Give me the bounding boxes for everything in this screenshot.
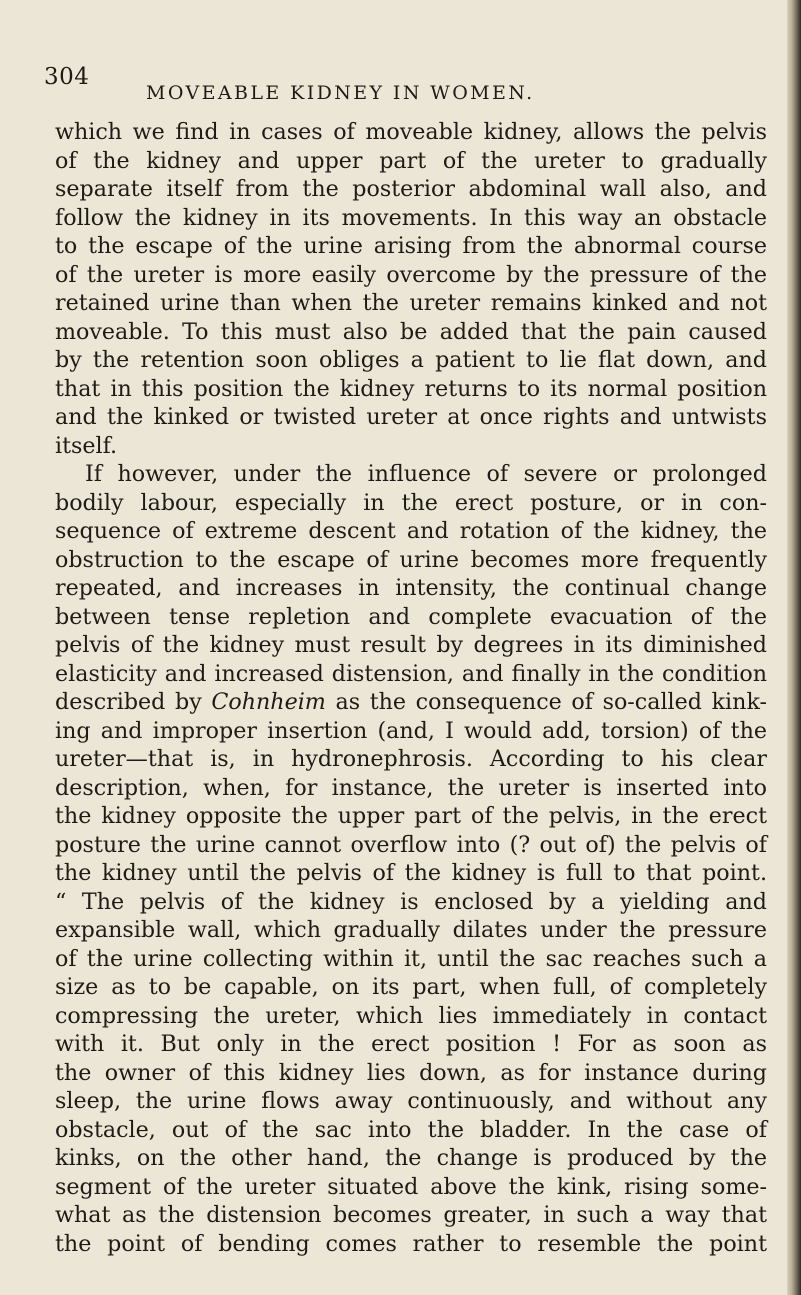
text-line: by the retention soon obliges a patient to lie flat down, and (55, 347, 767, 373)
text-line: itself. (55, 432, 118, 459)
page-edge-shadow (787, 0, 801, 1295)
running-head: MOVEABLE KIDNEY IN WOMEN. (146, 82, 535, 104)
text-line: compressing the ureter, which lies immediately in contact (55, 1002, 767, 1029)
text-line: ureter—that is, in hydronephrosis. According to his clear (55, 746, 767, 772)
text-line: which we find in cases of moveable kidney, allows the pelvis (55, 119, 767, 145)
text-line: description, when, for instance, the ureter is inserted into (55, 774, 767, 801)
text-line: of the ureter is more easily overcome by the pressure of the (55, 261, 767, 288)
text-line: If however, under the influence of severe or prolonged (85, 461, 767, 487)
text-line: pelvis of the kidney must result by degrees in its diminished (55, 632, 767, 658)
text-line: separate itself from the posterior abdominal wall also, and (55, 176, 767, 202)
text-line: with it. But only in the erect position ! For as soon as (55, 1031, 767, 1057)
text-line: between tense repletion and complete evacuation of the (55, 603, 767, 630)
text-line: the kidney until the pelvis of the kidney is full to that point. (55, 860, 767, 886)
text-line: and the kinked or twisted ureter at once rights and untwists (55, 404, 767, 430)
text-line: segment of the ureter situated above the kink, rising some- (55, 1173, 767, 1200)
text-line: repeated, and increases in intensity, the continual change (55, 575, 767, 601)
text-line: the owner of this kidney lies down, as for instance during (55, 1059, 767, 1086)
text-line: obstruction to the escape of urine becomes more frequently (55, 546, 767, 573)
text-line: bodily labour, especially in the erect posture, or in con- (55, 489, 767, 516)
text-line: of the urine collecting within it, until the sac reaches such a (55, 945, 767, 972)
text-line: what as the distension becomes greater, in such a way that (55, 1202, 767, 1228)
text-line: posture the urine cannot overflow into (? out of) the pelvis of (55, 831, 767, 858)
page-number: 304 (44, 64, 90, 90)
text-line: sequence of extreme descent and rotation of the kidney, the (55, 518, 767, 544)
text-line: follow the kidney in its movements. In this way an obstacle (55, 204, 767, 231)
text-line: the kidney opposite the upper part of the pelvis, in the erect (55, 803, 767, 829)
text-line: described by Cohnheim as the consequence of so-called kink- (55, 689, 767, 715)
text-line: size as to be capable, on its part, when full, of completely (55, 974, 767, 1000)
text-line: retained urine than when the ureter remains kinked and not (55, 290, 767, 316)
text-line: that in this position the kidney returns to its normal position (55, 375, 767, 402)
text-line: ing and improper insertion (and, I would add, torsion) of the (55, 717, 767, 744)
text-line: obstacle, out of the sac into the bladder. In the case of (55, 1116, 767, 1143)
text-line: to the escape of the urine arising from the abnormal course (55, 233, 767, 259)
text-line: expansible wall, which gradually dilates under the pressure (55, 917, 767, 943)
text-line: moveable. To this must also be added that the pain caused (55, 318, 767, 345)
body-text (55, 118, 767, 1258)
text-line: “ The pelvis of the kidney is enclosed by a yielding and (55, 888, 767, 915)
text-line: the point of bending comes rather to resemble the point (55, 1230, 767, 1257)
text-line: of the kidney and upper part of the ureter to gradually (55, 147, 767, 174)
text-line: elasticity and increased distension, and finally in the condition (55, 660, 767, 687)
cited-author: Cohnheim (211, 689, 326, 715)
text-line: kinks, on the other hand, the change is produced by the (55, 1145, 767, 1171)
text-line: sleep, the urine flows away continuously, and without any (55, 1088, 767, 1114)
